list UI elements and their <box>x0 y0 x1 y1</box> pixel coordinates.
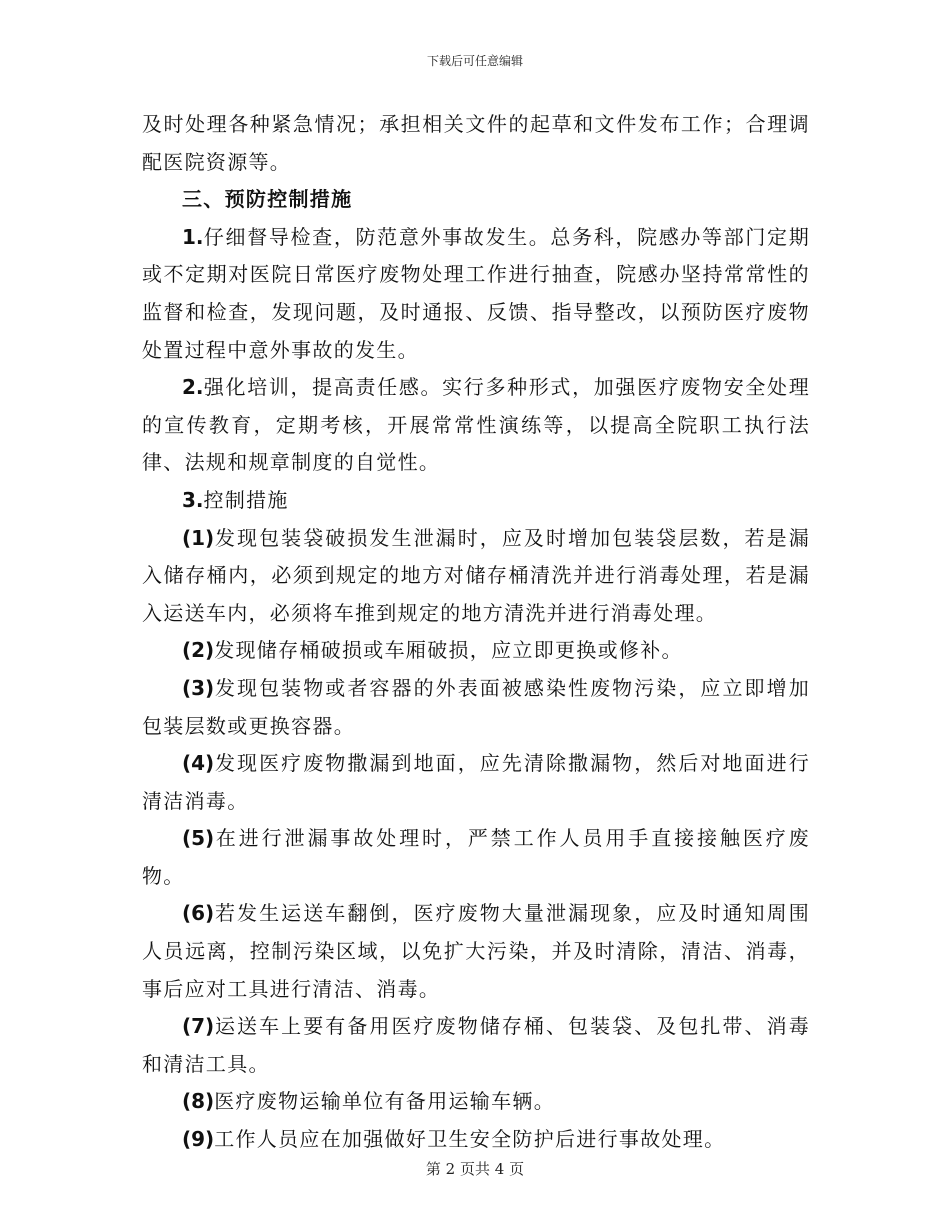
measure-2 <box>142 632 810 670</box>
measure-text: 发现包装物或者容器的外表面被感染性废物污染，应立即增加包装层数或更换容器。 <box>142 675 810 738</box>
measure-number: (3) <box>182 675 215 700</box>
document-body <box>142 106 810 1159</box>
measure-1 <box>142 520 810 633</box>
measure-number: (5) <box>182 826 215 851</box>
measure-text: 工作人员应在加强做好卫生安全防护后进行事故处理。 <box>214 1127 726 1152</box>
measure-number: (2) <box>182 638 215 663</box>
measure-7 <box>142 1008 810 1083</box>
measure-3 <box>142 670 810 745</box>
point-number: 2. <box>182 375 204 400</box>
point-number: 1. <box>182 224 204 249</box>
measure-number: (4) <box>182 751 215 776</box>
measure-text: 发现包装袋破损发生泄漏时，应及时增加包装袋层数，若是漏入储存桶内，必须到规定的地方对储存桶清洗并进行消毒处理，若是漏入运送车内，必须将车推到规定的地方清洗并进行消毒处理。 <box>142 525 810 625</box>
point-3 <box>142 482 810 520</box>
measure-number: (6) <box>182 901 215 926</box>
measure-6 <box>142 895 810 1008</box>
measure-5 <box>142 820 810 895</box>
measure-number: (8) <box>182 1089 215 1114</box>
measure-text: 若发生运送车翻倒，医疗废物大量泄漏现象，应及时通知周围人员远离，控制污染区域，以免扩大污染，并及时清除，清洁、消毒，事后应对工具进行清洁、消毒。 <box>142 901 810 1001</box>
page-footer: 第 2 页共 4 页 <box>425 1160 525 1178</box>
intro-continuation: 及时处理各种紧急情况；承担相关文件的起草和文件发布工作；合理调配医院资源等。 <box>142 112 810 174</box>
measure-4 <box>142 745 810 820</box>
point-1 <box>142 219 810 369</box>
page-header: 下载后可任意编辑 <box>426 54 523 68</box>
measure-number: (1) <box>182 525 215 550</box>
point-number: 3. <box>182 487 204 512</box>
point-2 <box>142 369 810 482</box>
measure-text: 发现储存桶破损或车厢破损，应立即更换或修补。 <box>214 638 683 663</box>
measure-number: (9) <box>182 1127 215 1152</box>
measure-text: 医疗废物运输单位有备用运输车辆。 <box>214 1089 556 1114</box>
point-text: 仔细督导检查，防范意外事故发生。总务科，院感办等部门定期或不定期对医院日常医疗废物处理工作进行抽查，院感办坚持常常性的监督和检查，发现问题，及时通报、反馈、指导整改，以预防医疗废物处置过程中意外事故的发生。 <box>142 224 810 362</box>
measure-text: 发现医疗废物撒漏到地面，应先清除撒漏物，然后对地面进行清洁消毒。 <box>142 751 810 813</box>
measure-number: (7) <box>182 1014 215 1039</box>
point-text: 强化培训，提高责任感。实行多种形式，加强医疗废物安全处理的宣传教育，定期考核，开展常常性演练等，以提高全院职工执行法律、法规和规章制度的自觉性。 <box>142 375 810 475</box>
measure-text: 运送车上要有备用医疗废物储存桶、包装袋、及包扎带、消毒和清洁工具。 <box>142 1014 810 1076</box>
section-heading: 三、预防控制措施 <box>182 187 353 212</box>
measure-9 <box>142 1121 810 1159</box>
point-text: 控制措施 <box>203 487 289 512</box>
measure-text: 在进行泄漏事故处理时，严禁工作人员用手直接接触医疗废物。 <box>142 826 810 888</box>
measure-8 <box>142 1083 810 1121</box>
